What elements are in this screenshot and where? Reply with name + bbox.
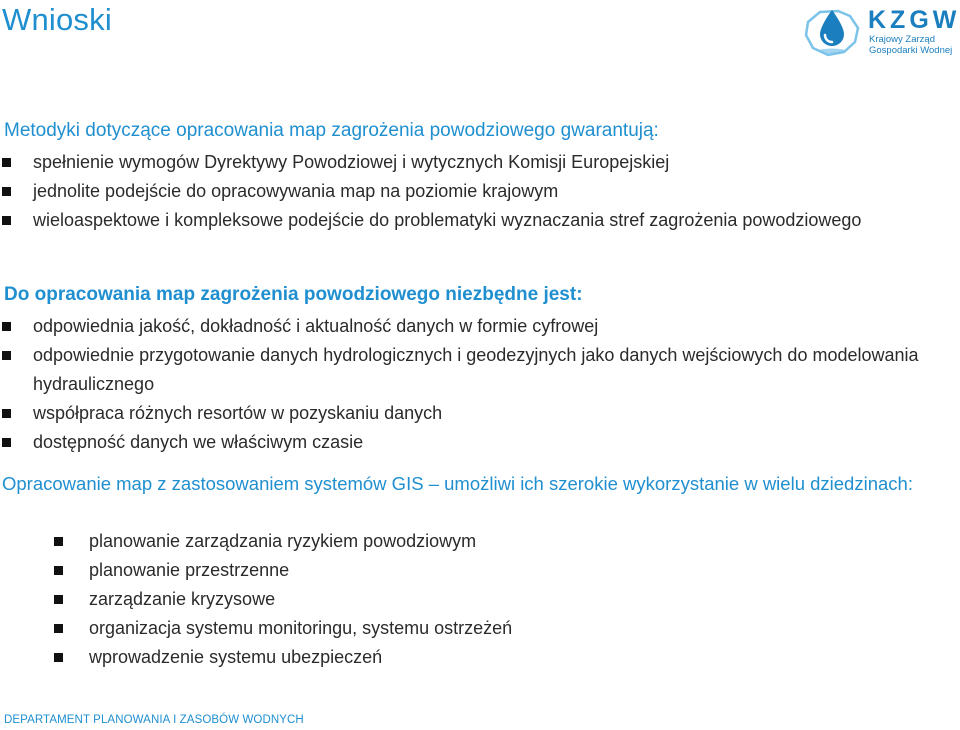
section-3-list xyxy=(0,527,950,672)
section-3-intro: Opracowanie map z zastosowaniem systemów GIS – umożliwi ich szerokie wykorzystanie w wielu dziedzinach: xyxy=(2,473,913,494)
water-drop-map-icon xyxy=(798,2,864,60)
list-item: planowanie zarządzania ryzykiem powodziowym xyxy=(0,527,950,556)
kzgw-logo xyxy=(798,2,960,60)
list-item: spełnienie wymogów Dyrektywy Powodziowej i wytycznych Komisji Europejskiej xyxy=(0,148,950,177)
list-item: organizacja systemu monitoringu, systemu ostrzeżeń xyxy=(0,614,950,643)
section-1-heading: Metodyki dotyczące opracowania map zagrożenia powodziowego gwarantują: xyxy=(4,120,659,141)
list-item: współpraca różnych resortów w pozyskaniu danych xyxy=(0,399,950,428)
list-item: jednolite podejście do opracowywania map na poziomie krajowym xyxy=(0,177,950,206)
list-item: dostępność danych we właściwym czasie xyxy=(0,428,950,457)
list-item: planowanie przestrzenne xyxy=(0,556,950,585)
list-item: wprowadzenie systemu ubezpieczeń xyxy=(0,643,950,672)
logo-subtitle: Krajowy Zarząd Gospodarki Wodnej xyxy=(869,34,953,56)
logo-name: KZGW xyxy=(868,6,960,34)
list-item: zarządzanie kryzysowe xyxy=(0,585,950,614)
section-1-list xyxy=(0,148,950,235)
slide-footer: DEPARTAMENT PLANOWANIA I ZASOBÓW WODNYCH xyxy=(4,714,304,726)
slide-title: Wnioski xyxy=(2,2,112,37)
section-2-list xyxy=(0,312,950,457)
list-item: odpowiednia jakość, dokładność i aktualność danych w formie cyfrowej xyxy=(0,312,950,341)
list-item: wieloaspektowe i kompleksowe podejście do problematyki wyznaczania stref zagrożenia powodziowego xyxy=(0,206,950,235)
list-item: odpowiednie przygotowanie danych hydrologicznych i geodezyjnych jako danych wejściowych do modelowania hydraulicznego xyxy=(0,341,950,399)
section-2-heading: Do opracowania map zagrożenia powodziowego niezbędne jest: xyxy=(4,284,583,305)
